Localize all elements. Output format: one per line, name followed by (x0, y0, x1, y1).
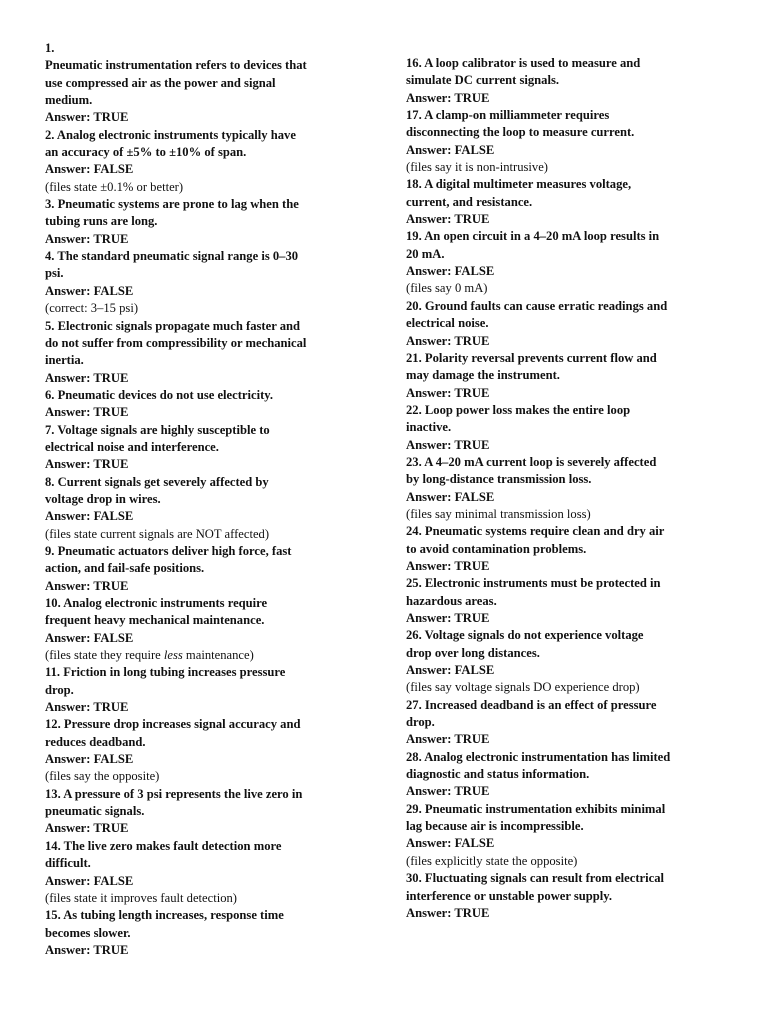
question-text: 4. The standard pneumatic signal range is 0–30 (45, 249, 299, 264)
question-text: to avoid contamination problems. (406, 541, 587, 556)
question-text: 12. Pressure drop increases signal accuracy and (45, 717, 301, 732)
question-text: 23. A 4–20 mA current loop is severely affected (406, 454, 657, 469)
answer-label: Answer: TRUE (406, 905, 490, 920)
question-text: electrical noise and interference. (45, 439, 219, 454)
answer-label: Answer: TRUE (406, 732, 490, 747)
question-text: current, and resistance. (406, 194, 533, 209)
question-text: 7. Voltage signals are highly susceptible to (45, 422, 270, 437)
question-text: 26. Voltage signals do not experience voltage (406, 628, 644, 643)
answer-note: (files state current signals are NOT affected) (45, 526, 270, 541)
question-text: 20. Ground faults can cause erratic readings and (406, 298, 668, 313)
question-text: do not suffer from compressibility or mechanical (45, 335, 307, 350)
answer-label: Answer: FALSE (45, 162, 134, 177)
question-text: drop. (406, 715, 435, 730)
question-text: 21. Polarity reversal prevents current flow and (406, 350, 657, 365)
question-text: disconnecting the loop to measure current. (406, 125, 635, 140)
question-text: voltage drop in wires. (45, 491, 161, 506)
question-text: simulate DC current signals. (406, 73, 559, 88)
answer-note: (files state they require less maintenance) (45, 648, 254, 663)
question-text: 1. (45, 41, 55, 55)
answer-label: Answer: FALSE (406, 663, 495, 678)
question-text: 18. A digital multimeter measures voltage, (406, 177, 632, 192)
question-text: Pneumatic instrumentation refers to devices that (45, 58, 307, 73)
answer-label: Answer: FALSE (45, 752, 134, 767)
answer-note: (files say the opposite) (45, 769, 160, 784)
question-text: electrical noise. (406, 316, 489, 331)
question-text: drop over long distances. (406, 645, 540, 660)
answer-label: Answer: TRUE (45, 457, 129, 472)
answer-label: Answer: TRUE (406, 558, 490, 573)
question-text: 15. As tubing length increases, response time (45, 908, 284, 923)
question-text: 22. Loop power loss makes the entire loop (406, 402, 631, 417)
question-text: 28. Analog electronic instrumentation has limited (406, 749, 671, 764)
question-text: becomes slower. (45, 925, 131, 940)
question-text: difficult. (45, 856, 91, 871)
answer-label: Answer: FALSE (45, 509, 134, 524)
question-text: 2. Analog electronic instruments typically have (45, 127, 296, 142)
question-text: drop. (45, 682, 74, 697)
question-text: 9. Pneumatic actuators deliver high force, fast (45, 543, 292, 558)
question-text: use compressed air as the power and signal (45, 75, 276, 90)
question-text: interference or unstable power supply. (406, 888, 613, 903)
answer-note: (files say 0 mA) (406, 281, 488, 296)
answer-label: Answer: FALSE (406, 142, 495, 157)
question-text: may damage the instrument. (406, 368, 560, 383)
answer-label: Answer: TRUE (45, 942, 129, 957)
answer-label: Answer: TRUE (406, 437, 490, 452)
answer-label: Answer: FALSE (45, 873, 134, 888)
answer-note: (files say minimal transmission loss) (406, 506, 591, 521)
answer-note: (files state it improves fault detection) (45, 890, 237, 905)
question-text: 30. Fluctuating signals can result from electrical (406, 871, 665, 886)
question-text: 6. Pneumatic devices do not use electricity. (45, 387, 274, 402)
question-text: an accuracy of ±5% to ±10% of span. (45, 145, 247, 160)
answer-label: Answer: FALSE (45, 283, 134, 298)
answer-label: Answer: TRUE (406, 385, 490, 400)
answer-label: Answer: FALSE (406, 489, 495, 504)
answer-label: Answer: TRUE (45, 700, 129, 715)
answer-label: Answer: TRUE (406, 212, 490, 227)
question-text: 5. Electronic signals propagate much faster and (45, 318, 301, 333)
answer-label: Answer: FALSE (406, 264, 495, 279)
answer-label: Answer: FALSE (45, 630, 134, 645)
question-text: 13. A pressure of 3 psi represents the live zero in (45, 786, 303, 801)
answer-label: Answer: TRUE (45, 578, 129, 593)
answer-note: (files say voltage signals DO experience drop) (406, 680, 640, 695)
question-text: pneumatic signals. (45, 804, 145, 819)
question-text: diagnostic and status information. (406, 767, 590, 782)
question-text: inertia. (45, 353, 84, 368)
question-text: 8. Current signals get severely affected by (45, 474, 269, 489)
answer-label: Answer: FALSE (406, 836, 495, 851)
left-column (45, 40, 375, 959)
answer-label: Answer: TRUE (406, 90, 490, 105)
answer-note: (files state ±0.1% or better) (45, 179, 184, 194)
question-text: inactive. (406, 420, 452, 435)
question-text: frequent heavy mechanical maintenance. (45, 613, 265, 628)
answer-note: (correct: 3–15 psi) (45, 301, 139, 316)
question-text: 17. A clamp-on milliammeter requires (406, 108, 610, 123)
answer-label: Answer: TRUE (45, 370, 129, 385)
question-text: tubing runs are long. (45, 214, 158, 229)
question-text: hazardous areas. (406, 593, 497, 608)
question-text: 3. Pneumatic systems are prone to lag when the (45, 197, 299, 212)
question-text: 11. Friction in long tubing increases pressure (45, 665, 286, 680)
answer-label: Answer: TRUE (45, 110, 129, 125)
answer-note: (files say it is non-intrusive) (406, 160, 549, 175)
question-text: psi. (45, 266, 64, 281)
answer-label: Answer: TRUE (45, 231, 129, 246)
question-text: by long-distance transmission loss. (406, 472, 592, 487)
question-text: lag because air is incompressible. (406, 819, 584, 834)
question-text: 14. The live zero makes fault detection more (45, 838, 282, 853)
question-text: 19. An open circuit in a 4–20 mA loop results in (406, 229, 660, 244)
question-text: medium. (45, 93, 93, 108)
answer-label: Answer: TRUE (45, 405, 129, 420)
question-text: 24. Pneumatic systems require clean and dry air (406, 524, 665, 539)
question-text: reduces deadband. (45, 734, 146, 749)
question-text: 10. Analog electronic instruments require (45, 596, 268, 610)
answer-label: Answer: TRUE (406, 611, 490, 625)
question-text: 16. A loop calibrator is used to measure and (406, 56, 641, 70)
question-text: 25. Electronic instruments must be protected in (406, 576, 661, 591)
answer-label: Answer: TRUE (45, 821, 129, 836)
question-text: 20 mA. (406, 246, 445, 261)
question-text: 29. Pneumatic instrumentation exhibits minimal (406, 801, 666, 816)
answer-note: (files explicitly state the opposite) (406, 853, 578, 868)
answer-label: Answer: TRUE (406, 333, 490, 348)
right-column (406, 55, 736, 922)
question-text: 27. Increased deadband is an effect of pressure (406, 697, 657, 712)
question-text: action, and fail-safe positions. (45, 561, 205, 576)
answer-label: Answer: TRUE (406, 784, 490, 799)
